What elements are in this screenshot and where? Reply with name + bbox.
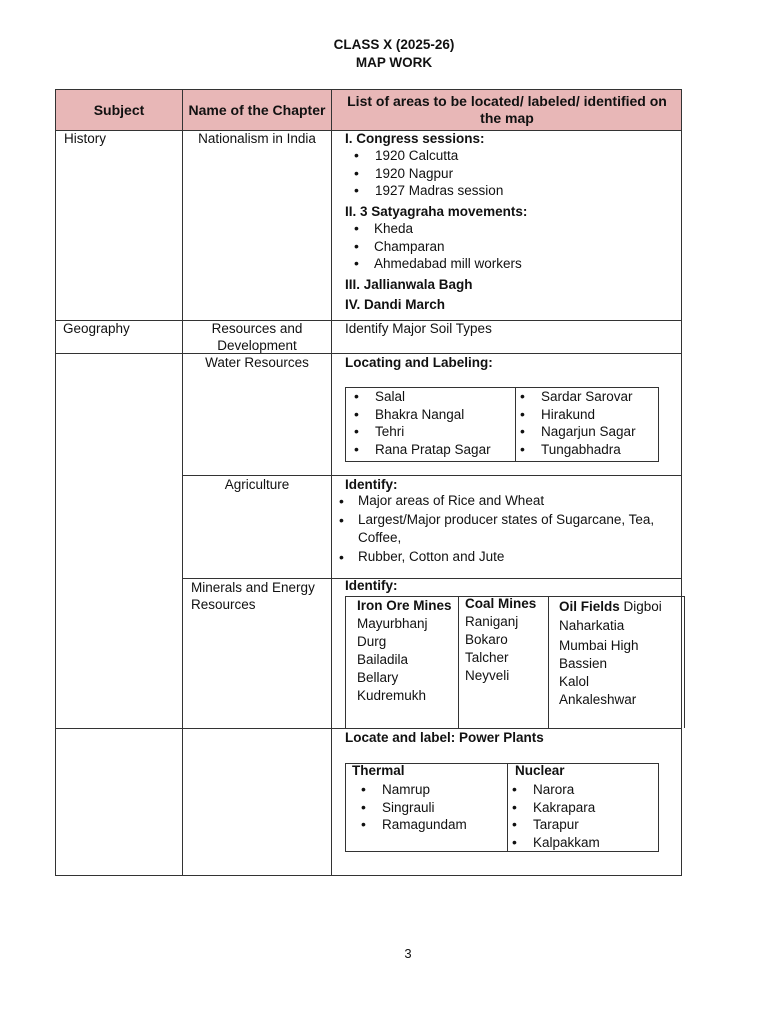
list-item: • Tehri: [346, 423, 491, 441]
list-item: Durg: [357, 634, 387, 649]
list-item: Bokaro: [465, 632, 508, 647]
page-number: 3: [404, 946, 412, 961]
list-item: Bailadila: [357, 652, 409, 667]
oil-fields-column: [559, 598, 662, 709]
list-item: • 1927 Madras session: [346, 182, 503, 200]
list-item: • Champaran: [346, 238, 522, 256]
list-item: • Ahmedabad mill workers: [346, 255, 522, 273]
chapter-agriculture: Agriculture: [224, 477, 290, 492]
subject-history: History: [64, 131, 107, 146]
soil-types-text: Identify Major Soil Types: [345, 321, 492, 336]
list-item: • Tungabhadra: [516, 441, 636, 459]
list-item: • Kheda: [346, 220, 522, 238]
coal-mines-heading: Coal Mines: [465, 596, 537, 611]
list-item: • Nagarjun Sagar: [516, 423, 636, 441]
chapter-water-resources: Water Resources: [205, 355, 309, 370]
list-item: • Rubber, Cotton and Jute: [331, 548, 676, 567]
list-item: Neyveli: [465, 668, 510, 683]
satyagraha-heading: II. 3 Satyagraha movements:: [345, 204, 528, 219]
list-item: Mumbai High: [559, 637, 639, 653]
list-item: • 1920 Nagpur: [346, 165, 503, 183]
jallianwala-bagh: III. Jallianwala Bagh: [345, 277, 473, 292]
agriculture-heading: Identify:: [345, 477, 398, 492]
list-item: Mayurbhanj: [357, 616, 428, 631]
power-plants-heading: Locate and label: Power Plants: [345, 730, 544, 745]
page-title: MAP WORK: [355, 55, 433, 70]
list-item: • Sardar Sarovar: [516, 388, 636, 406]
list-item: Kalol: [559, 674, 590, 689]
water-heading: Locating and Labeling:: [345, 355, 493, 370]
nuclear-heading: Nuclear: [515, 763, 565, 778]
thermal-list: [353, 781, 467, 834]
column-header-areas: List of areas to be located/ labeled/ identified on the map: [332, 90, 682, 130]
dandi-march: IV. Dandi March: [345, 297, 446, 312]
chapter-nationalism: Nationalism in India: [198, 131, 316, 146]
thermal-heading: Thermal: [352, 763, 405, 778]
list-item: Bellary: [357, 670, 399, 685]
list-item: • Rana Pratap Sagar: [346, 441, 491, 459]
column-header-chapter: Name of the Chapter: [182, 90, 332, 130]
subject-geography: Geography: [63, 321, 130, 336]
dams-list-left: [346, 388, 491, 458]
list-item: Kudremukh: [357, 688, 427, 703]
nuclear-list: [508, 781, 600, 851]
list-item: • 1920 Calcutta: [346, 147, 503, 165]
list-item: Digboi: [623, 599, 662, 614]
dams-list-right: [516, 388, 636, 458]
list-item: • Ramagundam: [353, 816, 467, 834]
agriculture-list: [331, 492, 676, 566]
column-header-subject: Subject: [56, 90, 182, 130]
list-item: • Kakrapara: [508, 799, 600, 817]
list-item: • Namrup: [353, 781, 467, 799]
congress-sessions-list: [346, 147, 503, 200]
oil-fields-heading: Oil Fields: [559, 599, 620, 614]
list-item: • Tarapur: [508, 816, 600, 834]
list-item: Talcher: [465, 650, 509, 665]
list-item: • Bhakra Nangal: [346, 406, 491, 424]
list-item: Raniganj: [465, 614, 519, 629]
minerals-heading: Identify:: [345, 578, 398, 593]
list-item: • Salal: [346, 388, 491, 406]
list-item: • Narora: [508, 781, 600, 799]
coal-mines-column: [465, 595, 536, 685]
chapter-resources-development: Resources and Development: [211, 321, 303, 353]
satyagraha-list: [346, 220, 522, 273]
list-item: Naharkatia: [559, 618, 625, 633]
list-item: • Major areas of Rice and Wheat: [331, 492, 676, 511]
iron-ore-column: [357, 597, 452, 705]
list-item: • Kalpakkam: [508, 834, 600, 852]
list-item: • Hirakund: [516, 406, 636, 424]
list-item: • Singrauli: [353, 799, 467, 817]
list-item: • Largest/Major producer states of Sugarcane, Tea, Coffee,: [331, 511, 676, 548]
list-item: Ankaleshwar: [559, 692, 637, 707]
class-line: CLASS X (2025-26): [333, 37, 455, 52]
list-item: Bassien: [559, 656, 608, 671]
chapter-minerals-energy: Minerals and Energy Resources: [191, 580, 315, 612]
congress-sessions-heading: I. Congress sessions:: [345, 131, 485, 146]
iron-ore-heading: Iron Ore Mines: [357, 598, 452, 613]
oil-fields-heading-row: [559, 598, 662, 616]
document-header: [0, 36, 768, 72]
